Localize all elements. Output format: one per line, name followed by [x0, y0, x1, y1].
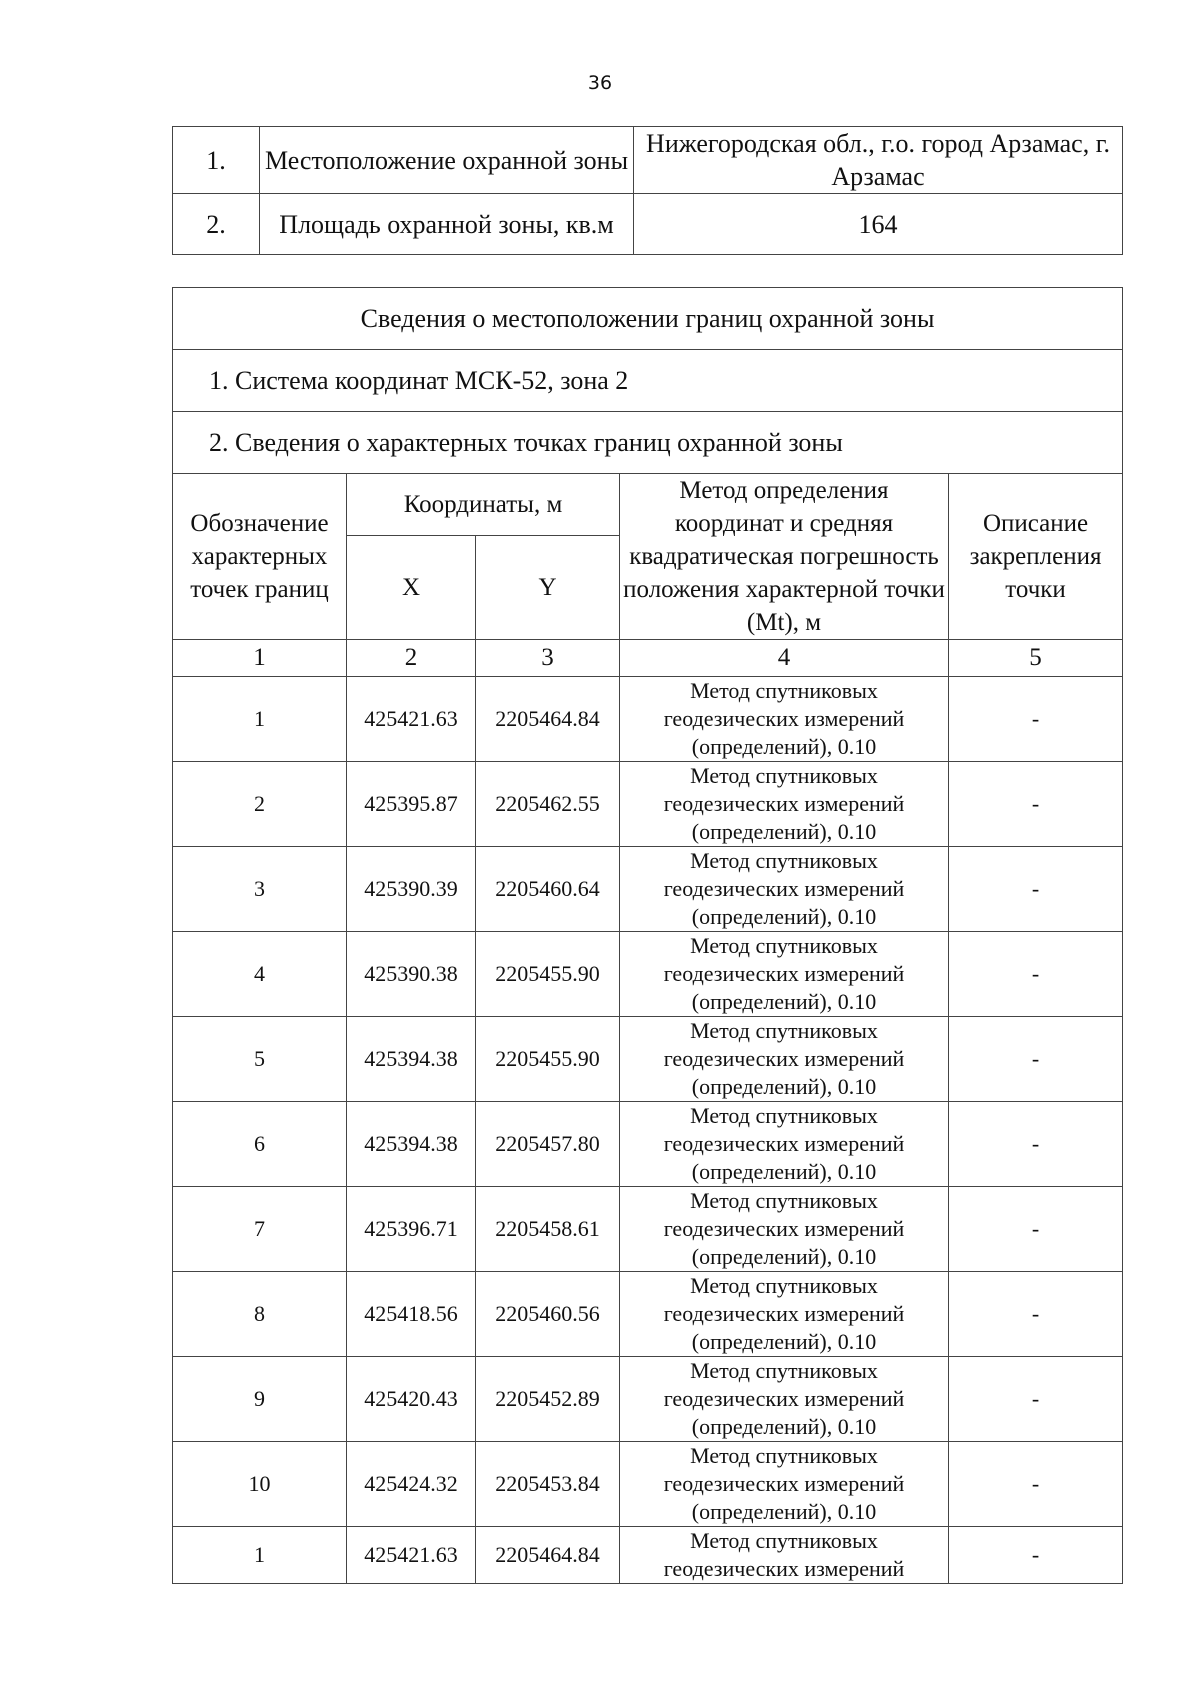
x-coordinate-cell: 425420.43: [347, 1357, 476, 1442]
y-coordinate-cell: 2205458.61: [476, 1187, 620, 1272]
point-id-cell: 8: [173, 1272, 347, 1357]
y-coordinate-cell: 2205460.64: [476, 847, 620, 932]
method-line: (определений), 0.10: [691, 1159, 877, 1184]
method-line: Метод спутниковых: [690, 1103, 878, 1128]
method-header: Метод определения координат и средняя квадратическая погрешность положения характерной точки (Mt), м: [620, 474, 949, 640]
method-line: (определений), 0.10: [691, 1074, 877, 1099]
table-row: [173, 1102, 1123, 1187]
row-number: 1.: [173, 127, 260, 194]
method-line: геодезических измерений: [663, 961, 905, 986]
y-coordinate-cell: 2205457.80: [476, 1102, 620, 1187]
column-header-row: [173, 474, 1123, 536]
method-line: (определений), 0.10: [691, 1499, 877, 1524]
y-coordinate-cell: 2205464.84: [476, 677, 620, 762]
description-cell: -: [949, 847, 1123, 932]
page-number: 36: [587, 72, 613, 94]
method-cell: [620, 1527, 949, 1584]
method-line: геодезических измерений: [663, 1556, 905, 1581]
method-line: Метод спутниковых: [690, 1358, 878, 1383]
table-row: [173, 762, 1123, 847]
method-cell: [620, 1017, 949, 1102]
coord-system-row: [173, 350, 1123, 412]
method-line: геодезических измерений: [663, 1046, 905, 1071]
method-line: геодезических измерений: [663, 706, 905, 731]
y-coordinate-cell: 2205453.84: [476, 1442, 620, 1527]
point-id-cell: 9: [173, 1357, 347, 1442]
table-row: [173, 1017, 1123, 1102]
point-id-cell: 3: [173, 847, 347, 932]
coord-system: 1. Система координат МСК-52, зона 2: [173, 350, 1123, 412]
x-coordinate-cell: 425390.38: [347, 932, 476, 1017]
column-number: 2: [347, 640, 476, 677]
description-header: Описание закрепления точки: [949, 474, 1123, 640]
section-title-row: [173, 288, 1123, 350]
y-coordinate-cell: 2205464.84: [476, 1527, 620, 1584]
method-line: Метод спутниковых: [690, 933, 878, 958]
description-cell: -: [949, 1272, 1123, 1357]
description-cell: -: [949, 932, 1123, 1017]
point-id-cell: 10: [173, 1442, 347, 1527]
y-coordinate-cell: 2205455.90: [476, 932, 620, 1017]
description-cell: -: [949, 1527, 1123, 1584]
table-row: [173, 932, 1123, 1017]
method-line: Метод спутниковых: [690, 763, 878, 788]
description-cell: -: [949, 677, 1123, 762]
coordinates-header: Координаты, м: [347, 474, 620, 536]
y-header: Y: [476, 536, 620, 640]
column-number: 5: [949, 640, 1123, 677]
method-line: (определений), 0.10: [691, 904, 877, 929]
description-cell: -: [949, 1187, 1123, 1272]
y-coordinate-cell: 2205455.90: [476, 1017, 620, 1102]
x-coordinate-cell: 425424.32: [347, 1442, 476, 1527]
method-line: (определений), 0.10: [691, 989, 877, 1014]
method-cell: [620, 1272, 949, 1357]
table-row: [173, 847, 1123, 932]
section-title: Сведения о местоположении границ охранной зоны: [173, 288, 1123, 350]
boundary-points-table: [172, 287, 1123, 1584]
x-coordinate-cell: 425418.56: [347, 1272, 476, 1357]
x-coordinate-cell: 425421.63: [347, 677, 476, 762]
method-cell: [620, 762, 949, 847]
method-line: геодезических измерений: [663, 1301, 905, 1326]
x-coordinate-cell: 425421.63: [347, 1527, 476, 1584]
method-line: Метод спутниковых: [690, 1443, 878, 1468]
method-line: (определений), 0.10: [691, 819, 877, 844]
point-id-cell: 1: [173, 677, 347, 762]
x-coordinate-cell: 425394.38: [347, 1017, 476, 1102]
description-cell: -: [949, 1102, 1123, 1187]
zone-area-row: [173, 194, 1123, 255]
method-cell: [620, 1187, 949, 1272]
y-coordinate-cell: 2205460.56: [476, 1272, 620, 1357]
x-header: X: [347, 536, 476, 640]
method-line: геодезических измерений: [663, 1131, 905, 1156]
method-line: Метод спутниковых: [690, 848, 878, 873]
designation-header: Обозначение характерных точек границ: [173, 474, 347, 640]
method-line: Метод спутниковых: [690, 1018, 878, 1043]
method-line: геодезических измерений: [663, 1386, 905, 1411]
table-row: [173, 1357, 1123, 1442]
points-title-row: [173, 412, 1123, 474]
column-number-row: [173, 640, 1123, 677]
point-id-cell: 1: [173, 1527, 347, 1584]
point-id-cell: 4: [173, 932, 347, 1017]
method-cell: [620, 847, 949, 932]
x-coordinate-cell: 425390.39: [347, 847, 476, 932]
method-line: геодезических измерений: [663, 876, 905, 901]
x-coordinate-cell: 425394.38: [347, 1102, 476, 1187]
zone-area-label: Площадь охранной зоны, кв.м: [260, 194, 634, 255]
x-coordinate-cell: 425395.87: [347, 762, 476, 847]
method-line: Метод спутниковых: [690, 1188, 878, 1213]
y-coordinate-cell: 2205452.89: [476, 1357, 620, 1442]
method-line: Метод спутниковых: [690, 678, 878, 703]
column-number: 3: [476, 640, 620, 677]
method-line: (определений), 0.10: [691, 1414, 877, 1439]
method-line: (определений), 0.10: [691, 734, 877, 759]
zone-location-label: Местоположение охранной зоны: [260, 127, 634, 194]
table-row: [173, 1442, 1123, 1527]
point-id-cell: 5: [173, 1017, 347, 1102]
table-row: [173, 677, 1123, 762]
method-line: геодезических измерений: [663, 791, 905, 816]
method-line: Метод спутниковых: [690, 1273, 878, 1298]
zone-info-table: [172, 126, 1123, 255]
table-row: [173, 1272, 1123, 1357]
y-coordinate-cell: 2205462.55: [476, 762, 620, 847]
points-title: 2. Сведения о характерных точках границ охранной зоны: [173, 412, 1123, 474]
method-line: геодезических измерений: [663, 1216, 905, 1241]
description-cell: -: [949, 762, 1123, 847]
method-cell: [620, 677, 949, 762]
method-cell: [620, 1442, 949, 1527]
method-cell: [620, 1102, 949, 1187]
points-body: [173, 677, 1123, 1584]
method-line: (определений), 0.10: [691, 1329, 877, 1354]
x-coordinate-cell: 425396.71: [347, 1187, 476, 1272]
description-cell: -: [949, 1017, 1123, 1102]
table-row: [173, 1187, 1123, 1272]
table-row: [173, 1527, 1123, 1584]
point-id-cell: 2: [173, 762, 347, 847]
zone-location-value: Нижегородская обл., г.о. город Арзамас, г. Арзамас: [634, 127, 1123, 194]
method-cell: [620, 932, 949, 1017]
description-cell: -: [949, 1442, 1123, 1527]
column-number: 4: [620, 640, 949, 677]
row-number: 2.: [173, 194, 260, 255]
zone-area-value: 164: [634, 194, 1123, 255]
method-line: Метод спутниковых: [690, 1528, 878, 1553]
column-number: 1: [173, 640, 347, 677]
description-cell: -: [949, 1357, 1123, 1442]
method-line: геодезических измерений: [663, 1471, 905, 1496]
zone-location-row: [173, 127, 1123, 194]
method-cell: [620, 1357, 949, 1442]
method-line: (определений), 0.10: [691, 1244, 877, 1269]
point-id-cell: 6: [173, 1102, 347, 1187]
point-id-cell: 7: [173, 1187, 347, 1272]
